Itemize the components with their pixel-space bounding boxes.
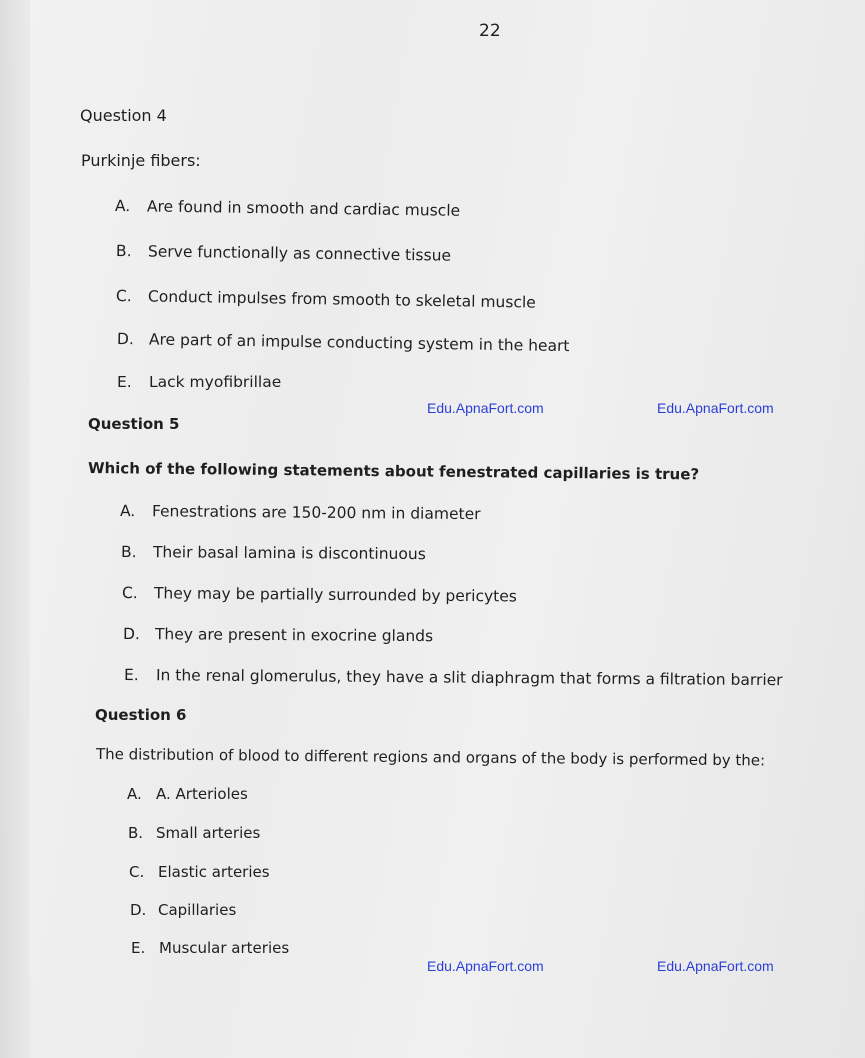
option-text: A. Arterioles [156, 785, 248, 803]
question-5-option-e [124, 666, 783, 689]
option-letter: E. [117, 373, 132, 391]
option-text: Elastic arteries [158, 863, 270, 881]
option-letter: A. [114, 197, 131, 216]
watermark-text: Edu.ApnaFort.com [427, 958, 544, 974]
option-text: Small arteries [156, 824, 261, 842]
question-4-option-e [117, 373, 281, 391]
question-4-stem: Purkinje fibers: [81, 151, 201, 170]
question-4-option-b [116, 242, 451, 265]
question-5-option-d [123, 625, 433, 645]
option-letter: B. [128, 824, 144, 842]
question-6-option-e [131, 939, 289, 957]
option-letter: D. [116, 330, 135, 349]
option-text: In the renal glomerulus, they have a slit diaphragm that forms a filtration barrier [155, 666, 783, 690]
question-6-stem: The distribution of blood to different regions and organs of the body is performed by the: [95, 745, 766, 770]
option-text: Lack myofibrillae [149, 373, 282, 391]
question-5-option-c [122, 584, 517, 605]
question-6-heading: Question 6 [95, 706, 187, 724]
question-4-option-c [116, 287, 536, 312]
option-letter: E. [123, 666, 139, 685]
question-5-heading: Question 5 [88, 415, 180, 433]
watermark-text: Edu.ApnaFort.com [427, 400, 544, 416]
option-letter: B. [120, 543, 137, 562]
option-text: Their basal lamina is discontinuous [152, 543, 426, 564]
page-fold-shadow [0, 0, 30, 1058]
option-text: Muscular arteries [159, 939, 290, 957]
option-text: Are part of an impulse conducting system in the heart [148, 330, 570, 356]
question-4-heading: Question 4 [80, 106, 167, 125]
question-5-stem: Which of the following statements about fenestrated capillaries is true? [87, 459, 700, 484]
option-letter: C. [129, 863, 145, 881]
option-text: Capillaries [158, 901, 237, 919]
question-6-option-b [128, 824, 260, 842]
option-letter: A. [119, 502, 136, 521]
option-text: Fenestrations are 150-200 nm in diameter [151, 502, 481, 524]
question-6-option-d [130, 901, 236, 919]
question-4-option-a [115, 197, 460, 220]
option-letter: A. [127, 785, 142, 803]
option-text: Serve functionally as connective tissue [147, 242, 452, 265]
question-5-option-a [120, 502, 481, 523]
question-6-option-c [129, 863, 270, 881]
option-letter: C. [115, 287, 132, 306]
option-letter: D. [122, 625, 140, 644]
option-letter: B. [115, 242, 132, 261]
watermark-text: Edu.ApnaFort.com [657, 400, 774, 416]
option-letter: C. [121, 584, 138, 603]
page-number: 22 [479, 21, 501, 41]
option-text: Conduct impulses from smooth to skeletal muscle [147, 287, 536, 312]
option-text: They may be partially surrounded by pericytes [153, 584, 517, 606]
watermark-text: Edu.ApnaFort.com [657, 958, 774, 974]
question-6-option-a [127, 785, 248, 803]
question-5-option-b [121, 543, 426, 563]
option-letter: D. [130, 901, 147, 919]
option-letter: E. [131, 939, 146, 957]
option-text: Are found in smooth and cardiac muscle [146, 197, 461, 220]
option-text: They are present in exocrine glands [154, 625, 434, 646]
question-4-option-d [117, 330, 570, 355]
